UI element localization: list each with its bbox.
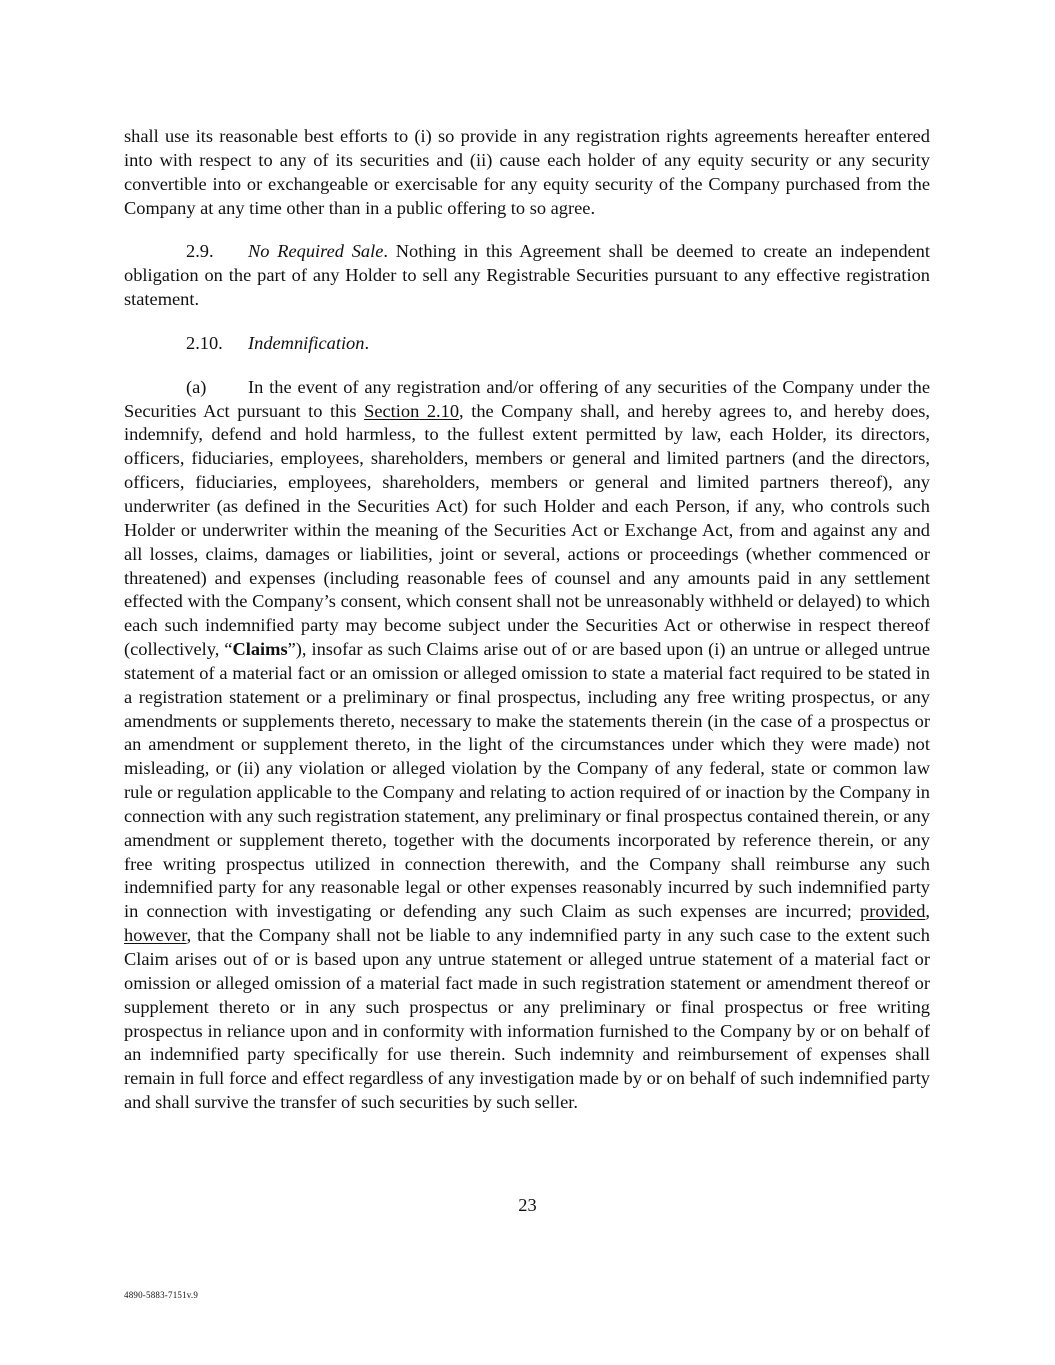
section-2-9 [124,240,930,312]
continuation-paragraph [124,125,930,220]
paragraph-a [124,376,930,1115]
continuation-text: shall use its reasonable best efforts to (i) so provide in any registration rights agreements hereafter entered into with respect to any of its securities and (ii) cause each holder of any equity security or any security convertible into or exchangeable or exercisable for any equity security of the Company purchased from the Company at any time other than in a public offering to so agree. [124,126,930,218]
paragraph-text-1: In the event of any registration and/or offering of any securities of the Company under the Securities Act pursuant to this [124,376,930,421]
section-text: . Nothing in this Agreement shall be deemed to create an independent obligation on the part of any Holder to sell any Registrable Securities pursuant to any effective registration statement. [124,241,930,310]
document-id: 4890-5883-7151v.9 [124,1290,199,1300]
document-body [124,125,930,1135]
paragraph-text-2: , the Company shall, and hereby agrees to, and hereby does, indemnify, defend and hold harmless, to the fullest extent permitted by law, each Holder, its directors, officers, fiduciaries, employees, shareholders, members or general and limited partners (and the directors, officers, fiduciaries, employees, shareholders, members or general and limited partners thereof), any underwriter (as defined in the Securities Act) for such Holder and each Person, if any, who controls such Holder or underwriter within the meaning of the Securities Act or Exchange Act, from and against any and all losses, claims, damages or liabilities, joint or several, actions or proceedings (whether commenced or threatened) and expenses (including reasonable fees of counsel and any amounts paid in any settlement effected with the Company’s consent, which consent shall not be unreasonably withheld or delayed) to which each such indemnified party may become subject under the Securities Act or otherwise in respect thereof (collectively, “ [124,400,930,660]
however-term: however [124,925,187,946]
paragraph-text-3: ”), insofar as such Claims arise out of or are based upon (i) an untrue or alleged untrue statement of a material fact or an omission or alleged omission to state a material fact required to be stated in a registration statement or a preliminary or final prospectus, including any free writing prospectus, or any amendments or supplements thereto, necessary to make the statements therein (in the case of a prospectus or an amendment or supplement thereto, in the light of the circumstances under which they were made) not misleading, or (ii) any violation or alleged violation by the Company of any federal, state or common law rule or regulation applicable to the Company and relating to action required of or inaction by the Company in connection with any such registration statement, any preliminary or final prospectus contained therein, or any amendment or supplement thereto, together with the documents incorporated by reference therein, or any free writing prospectus utilized in connection therewith, and the Company shall reimburse any such indemnified party for any reasonable legal or other expenses reasonably incurred by such indemnified party in connection with investigating or defending any such Claim as such expenses are incurred; [124,639,930,922]
paragraph-text-4: , that the Company shall not be liable to any indemnified party in any such case to the extent such Claim arises out of or is based upon any untrue statement or alleged untrue statement of a material fact or omission or alleged omission of a material fact made in such registration statement or amendment thereof or supplement thereto or in any such prospectus or any preliminary or final prospectus or free writing prospectus in reliance upon and in conformity with information furnished to the Company by or on behalf of an indemnified party specifically for use therein. Such indemnity and reimbursement of expenses shall remain in full force and effect regardless of any investigation made by or on behalf of such indemnified party and shall survive the transfer of such securities by such seller. [124,925,930,1113]
section-number: 2.10. [186,332,223,353]
heading-period: . [364,332,370,353]
section-number: 2.9. [186,241,214,262]
section-heading: Indemnification [248,332,365,353]
page-number: 23 [518,1195,537,1215]
paragraph-label: (a) [186,376,207,397]
section-reference: Section 2.10 [364,400,460,421]
section-2-10-heading [124,332,930,356]
defined-term: Claims [232,639,288,660]
section-heading: No Required Sale [248,241,384,262]
provided-term: provided [860,901,926,922]
comma-text: , [925,901,930,922]
